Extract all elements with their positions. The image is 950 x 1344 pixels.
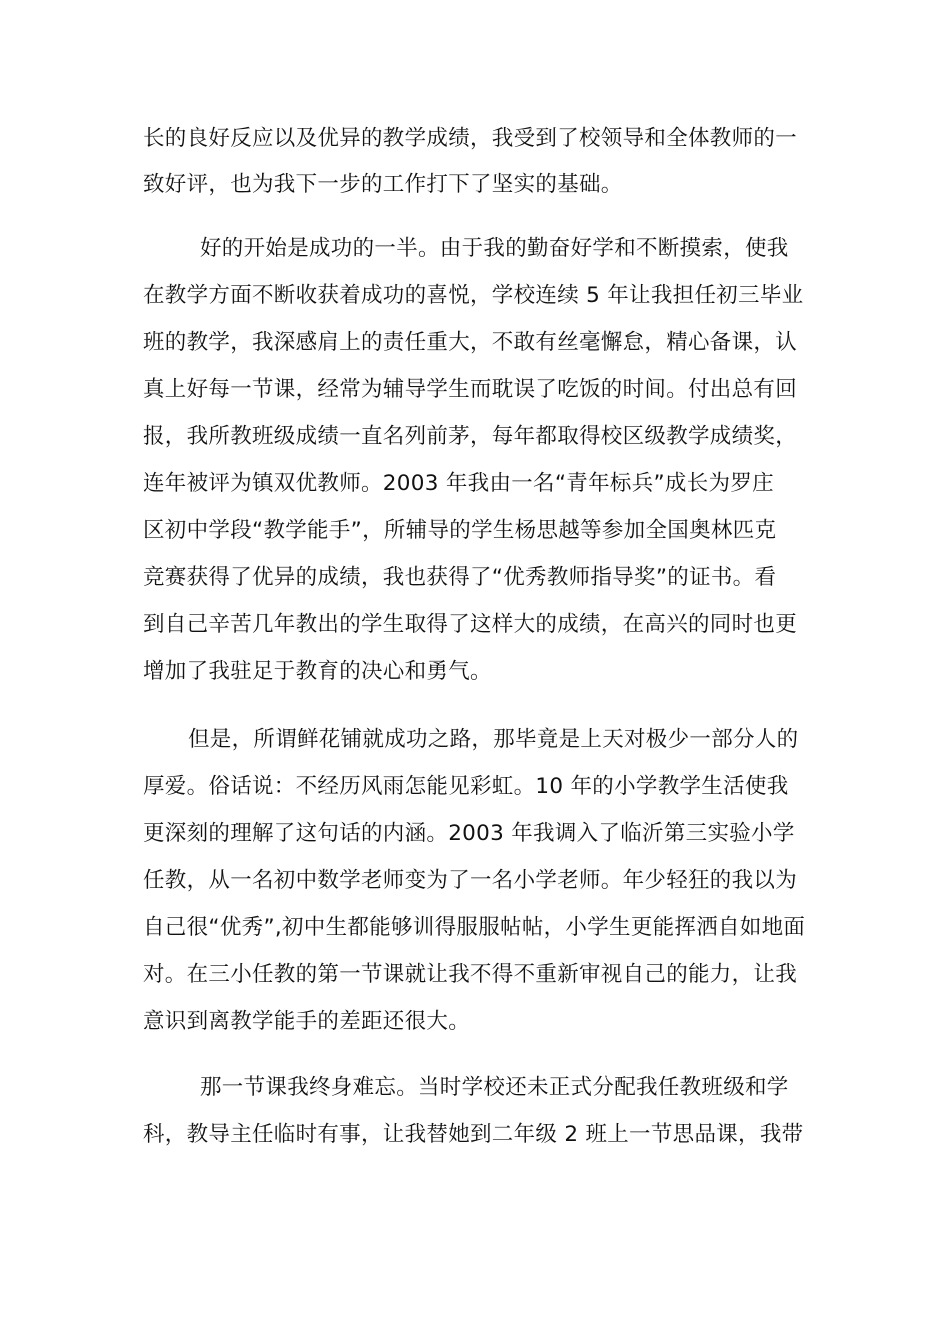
text-line: 任教，从一名初中数学老师变为了一名小学老师。年少轻狂的我以为: [143, 868, 798, 893]
text-line: 致好评，也为我下一步的工作打下了坚实的基础。: [143, 172, 623, 197]
paragraph-start-line: 但是，所谓鲜花铺就成功之路，那毕竟是上天对极少一部分人的: [188, 727, 799, 752]
text-line: 增加了我驻足于教育的决心和勇气。: [143, 659, 492, 684]
text-line: 科，教导主任临时有事，让我替她到二年级 2 班上一节思品课，我带: [143, 1122, 804, 1147]
text-line: 意识到离教学能手的差距还很大。: [143, 1009, 471, 1034]
text-line: 到自己辛苦几年教出的学生取得了这样大的成绩，在高兴的同时也更: [143, 612, 798, 637]
paragraph-start-line: 好的开始是成功的一半。由于我的勤奋好学和不断摸索，使我: [200, 236, 789, 261]
text-line: 自己很“优秀”,初中生都能够训得服服帖帖，小学生更能挥洒自如地面: [143, 915, 806, 940]
text-line: 区初中学段“教学能手”，所辅导的学生杨思越等参加全国奥林匹克: [143, 518, 777, 543]
text-line: 报，我所教班级成绩一直名列前茅，每年都取得校区级教学成绩奖，: [143, 424, 798, 449]
text-line: 连年被评为镇双优教师。2003 年我由一名“青年标兵”成长为罗庄: [143, 471, 774, 496]
text-line: 竞赛获得了优异的成绩，我也获得了“优秀教师指导奖”的证书。看: [143, 565, 777, 590]
text-line: 真上好每一节课，经常为辅导学生而耽误了吃饭的时间。付出总有回: [143, 377, 798, 402]
paragraph-start-line: 那一节课我终身难忘。当时学校还未正式分配我任教班级和学: [200, 1075, 789, 1100]
text-line: 对。在三小任教的第一节课就让我不得不重新审视自己的能力，让我: [143, 962, 798, 987]
text-line: 更深刻的理解了这句话的内涵。2003 年我调入了临沂第三实验小学: [143, 821, 795, 846]
text-line: 厚爱。俗话说：不经历风雨怎能见彩虹。10 年的小学教学生活使我: [143, 774, 789, 799]
text-line: 长的良好反应以及优异的教学成绩，我受到了校领导和全体教师的一: [143, 126, 798, 151]
text-line: 班的教学，我深感肩上的责任重大，不敢有丝毫懈怠，精心备课，认: [143, 330, 798, 355]
text-line: 在教学方面不断收获着成功的喜悦，学校连续 5 年让我担任初三毕业: [143, 283, 804, 308]
